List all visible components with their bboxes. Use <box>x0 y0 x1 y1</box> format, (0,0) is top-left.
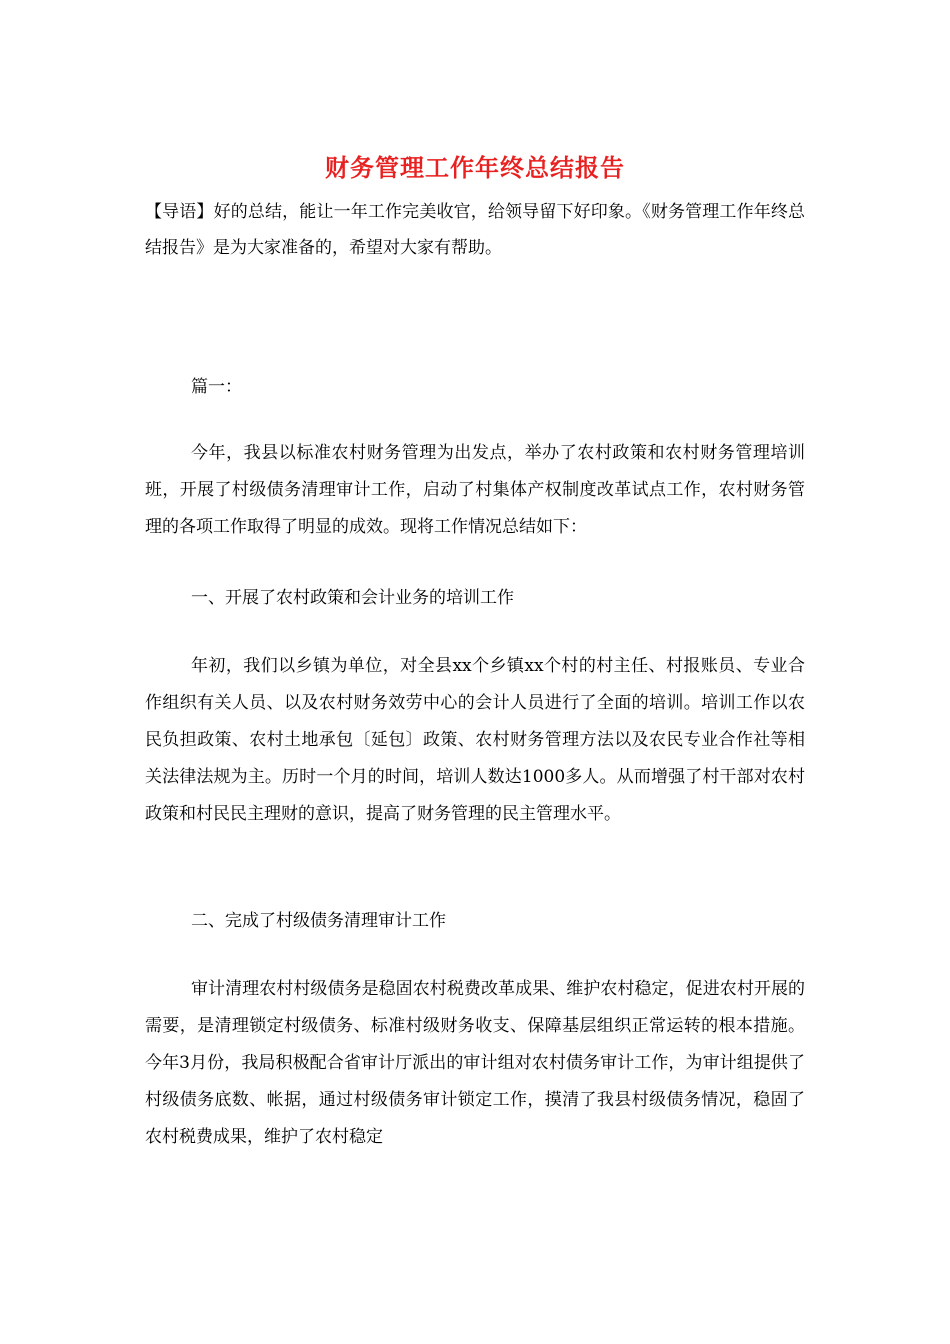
section-heading-1: 一、开展了农村政策和会计业务的培训工作 <box>191 588 514 608</box>
document-title: 财务管理工作年终总结报告 <box>325 153 625 182</box>
paragraph-2: 年初，我们以乡镇为单位，对全县xx个乡镇xx个村的村主任、村报账员、专业合作组织有关人员、以及农村财务效劳中心的会计人员进行了全面的培训。培训工作以农民负担政策、农村土地承包〔延包〕政策、农村财务管理方法以及农民专业合作社等相关法律法规为主。历时一个月的时间，培训人数达1000多人。从而增强了村干部对农村政策和村民民主理财的意识，提高了财务管理的民主管理水平。 <box>145 656 805 824</box>
paragraph-1: 今年，我县以标准农村财务管理为出发点，举办了农村政策和农村财务管理培训班，开展了村级债务清理审计工作，启动了村集体产权制度改革试点工作，农村财务管理的各项工作取得了明显的成效。现将工作情况总结如下： <box>145 443 805 537</box>
intro-paragraph: 【导语】好的总结，能让一年工作完美收官，给领导留下好印象。《财务管理工作年终总结报告》是为大家准备的，希望对大家有帮助。 <box>145 202 805 258</box>
paragraph-3: 审计清理农村村级债务是稳固农村税费改革成果、维护农村稳定，促进农村开展的需要，是清理锁定村级债务、标准村级财务收支、保障基层组织正常运转的根本措施。今年3月份，我局积极配合省审计厅派出的审计组对农村债务审计工作，为审计组提供了村级债务底数、帐据，通过村级债务审计锁定工作，摸清了我县村级债务情况，稳固了农村税费成果，维护了农村稳定 <box>145 979 805 1147</box>
part-label: 篇一： <box>191 377 242 397</box>
section-heading-2: 二、完成了村级债务清理审计工作 <box>191 911 446 931</box>
